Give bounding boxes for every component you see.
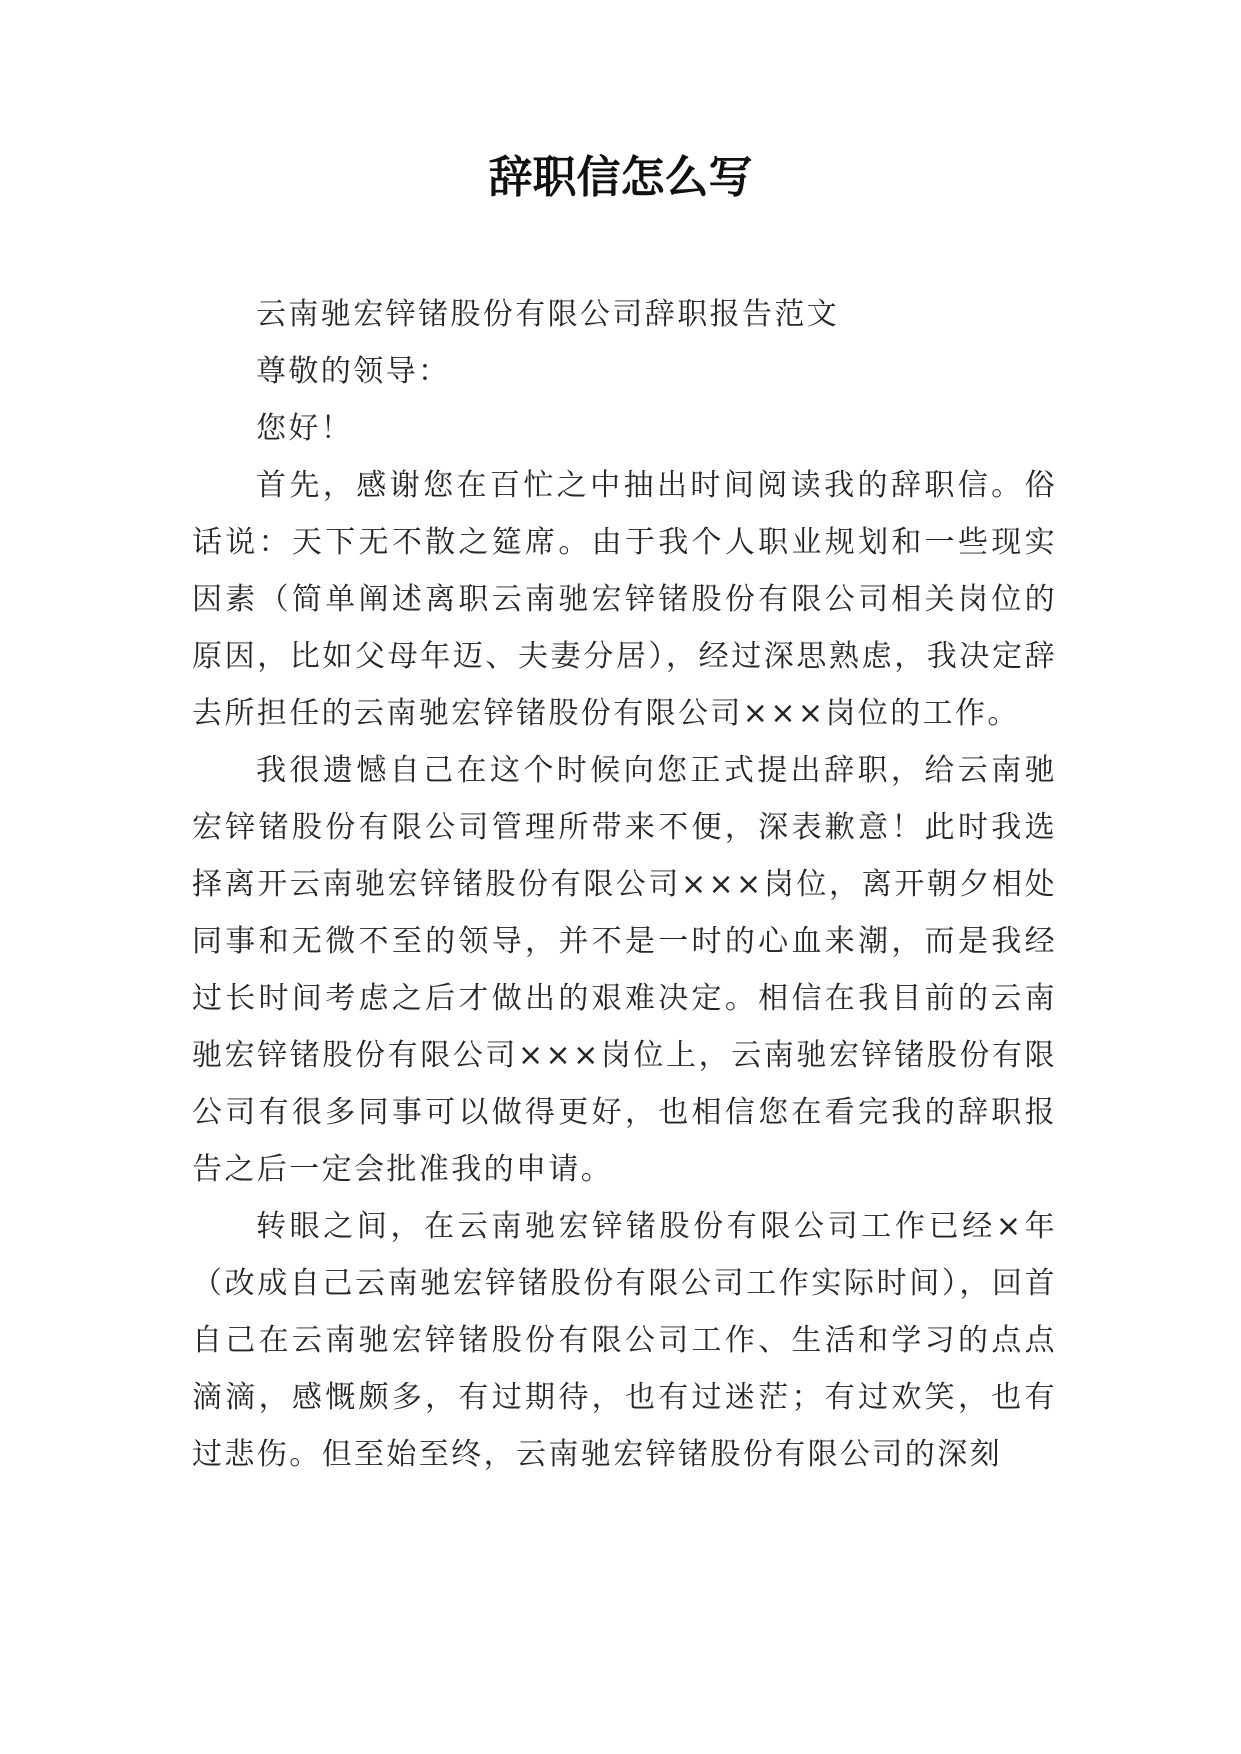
body-paragraph: 我很遗憾自己在这个时候向您正式提出辞职，给云南驰宏锌锗股份有限公司管理所带来不便，深表歉意！此时我选择离开云南驰宏锌锗股份有限公司×××岗位，离开朝夕相处同事和无微不至的领导，并不是一时的心血来潮，而是我经过长时间考虑之后才做出的艰难决定。相信在我目前的云南驰宏锌锗股份有限公司×××岗位上，云南驰宏锌锗股份有限公司有很多同事可以做得更好，也相信您在看完我的辞职报告之后一定会批准我的申请。 <box>192 753 1057 1187</box>
document-title: 辞职信怎么写 <box>488 152 753 203</box>
body-paragraph: 首先，感谢您在百忙之中抽出时间阅读我的辞职信。俗话说：天下无不散之筵席。由于我个人职业规划和一些现实因素（简单阐述离职云南驰宏锌锗股份有限公司相关岗位的原因，比如父母年迈、夫妻分居），经过深思熟虑，我决定辞去所担任的云南驰宏锌锗股份有限公司×××岗位的工作。 <box>192 468 1057 731</box>
greeting: 您好！ <box>256 411 354 446</box>
subject-line: 云南驰宏锌锗股份有限公司辞职报告范文 <box>256 297 840 332</box>
document-body <box>192 286 1057 1483</box>
salutation: 尊敬的领导： <box>256 354 451 389</box>
body-paragraph: 转眼之间，在云南驰宏锌锗股份有限公司工作已经×年（改成自己云南驰宏锌锗股份有限公司工作实际时间），回首自己在云南驰宏锌锗股份有限公司工作、生活和学习的点点滴滴，感慨颇多，有过期待，也有过迷茫；有过欢笑，也有过悲伤。但至始至终，云南驰宏锌锗股份有限公司的深刻 <box>192 1209 1057 1472</box>
